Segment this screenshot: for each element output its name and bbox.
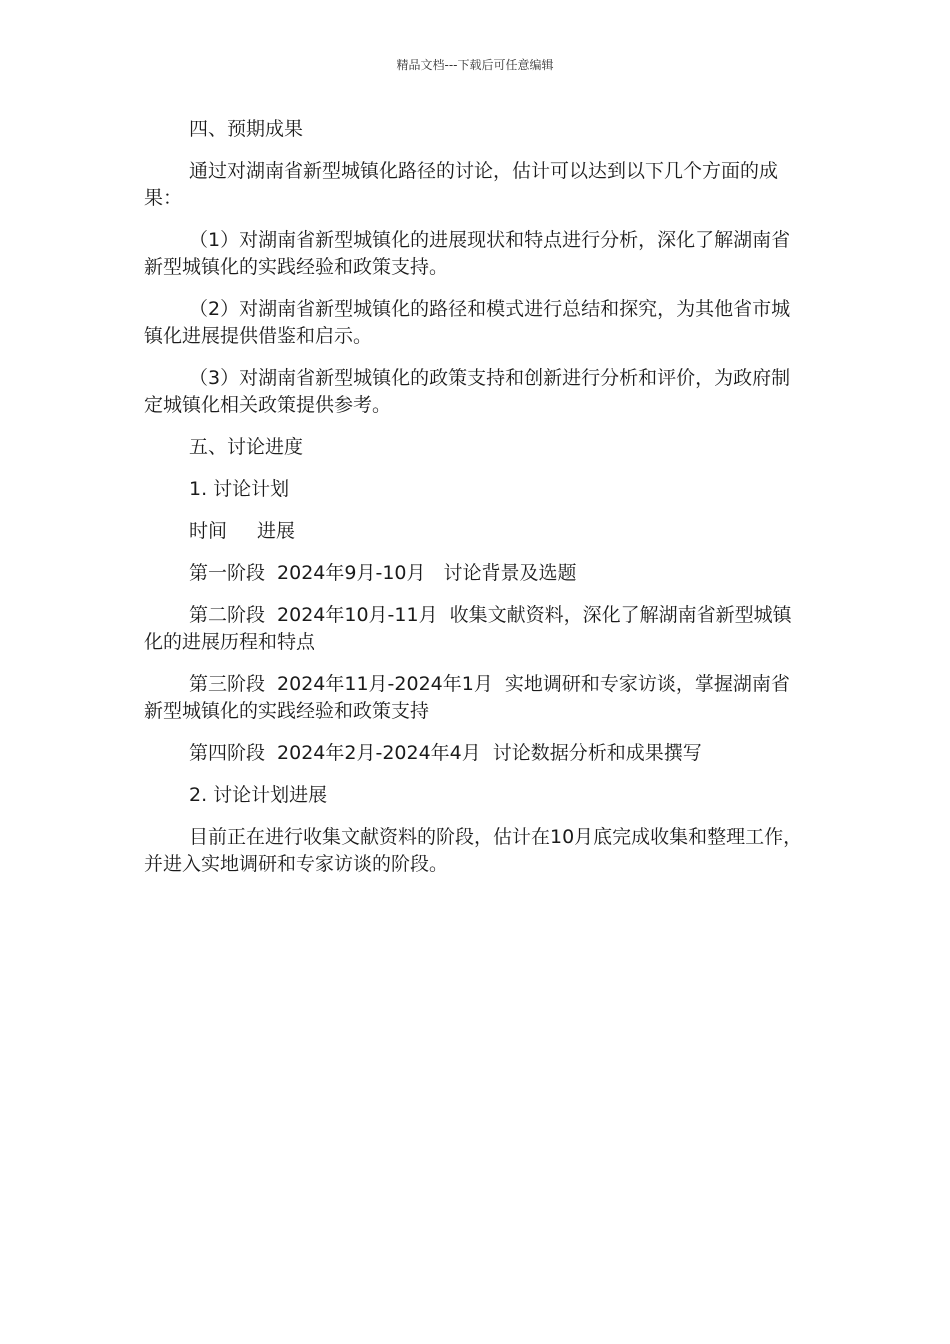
plan-row-period: 2024年9月-10月 [277,562,426,584]
plan-row [144,602,806,656]
plan-row-period: 2024年11月-2024年1月 [277,673,493,695]
plan-row-period: 2024年10月-11月 [277,604,438,626]
expected-result-3: （3）对湖南省新型城镇化的政策支持和创新进行分析和评价，为政府制定城镇化相关政策提供参考。 [144,367,791,416]
plan-row-period: 2024年2月-2024年4月 [277,742,481,764]
page-header: 精品文档---下载后可任意编辑 [396,58,554,72]
plan-header-row [144,518,806,545]
document-body [144,116,806,893]
plan-title: 1. 讨论计划 [189,478,290,500]
progress-text: 目前正在进行收集文献资料的阶段，估计在10月底完成收集和整理工作，并进入实地调研和专家访谈的阶段。 [144,826,803,875]
expected-result-2: （2）对湖南省新型城镇化的路径和模式进行总结和探究，为其他省市城镇化进展提供借鉴和启示。 [144,298,791,347]
progress-title: 2. 讨论计划进展 [189,784,328,806]
plan-row [144,740,806,767]
plan-header-progress: 进展 [257,520,296,542]
plan-row-stage: 第一阶段 [189,562,266,584]
plan-row [144,560,806,587]
plan-row-task: 讨论背景及选题 [443,562,577,584]
expected-result-1: （1）对湖南省新型城镇化的进展现状和特点进行分析，深化了解湖南省新型城镇化的实践经验和政策支持。 [144,229,791,278]
plan-row-task: 收集文献资料，深化了解湖南省新型城镇化的进展历程和特点 [144,604,792,653]
section-4-title: 四、预期成果 [189,118,304,140]
plan-row [144,671,806,725]
section-4-intro: 通过对湖南省新型城镇化路径的讨论，估计可以达到以下几个方面的成果： [144,160,779,209]
plan-row-task: 实地调研和专家访谈，掌握湖南省新型城镇化的实践经验和政策支持 [144,673,790,722]
plan-row-stage: 第二阶段 [189,604,266,626]
section-5-title: 五、讨论进度 [189,436,304,458]
plan-row-task: 讨论数据分析和成果撰写 [492,742,702,764]
plan-header-time: 时间 [189,520,228,542]
plan-row-stage: 第四阶段 [189,742,266,764]
plan-row-stage: 第三阶段 [189,673,266,695]
